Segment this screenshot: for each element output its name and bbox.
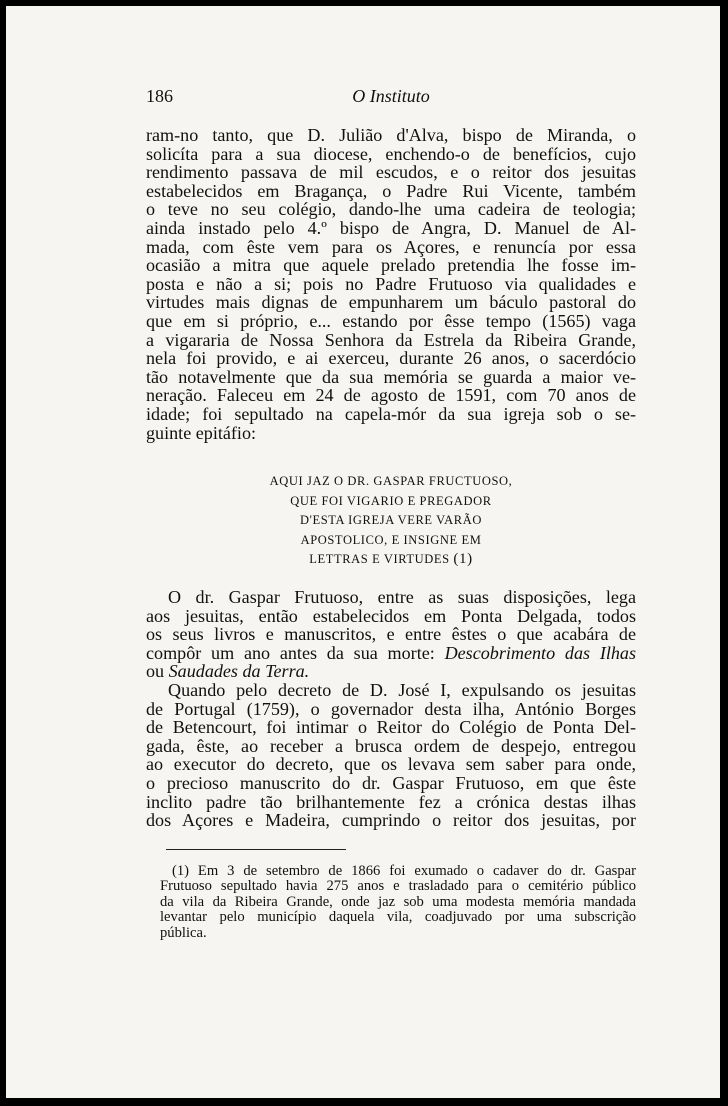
text-line: neração. Faleceu em 24 de agosto de 1591, com 70 anos de xyxy=(146,385,636,406)
footnote-line: da vila da Ribeira Grande, onde jaz sob uma modesta memória mandada xyxy=(160,893,636,910)
text-line: Quando pelo decreto de D. José I, expulsando os jesuitas xyxy=(168,679,636,700)
text-line: estabelecidos em Bragança, o Padre Rui Vicente, também xyxy=(146,180,636,201)
paragraphs-2-3 xyxy=(146,588,636,830)
epitaph-line-last xyxy=(146,550,636,570)
text-line: ainda instado pelo 4.º bispo de Angra, D. Manuel de Al- xyxy=(146,217,636,238)
paragraph-1 xyxy=(146,126,636,442)
text-line: o precioso manuscrito do dr. Gaspar Frutuoso, em que êste xyxy=(146,772,636,793)
footnote-line: Frutuoso sepultado havia 275 anos e trasladado para o cemitério público xyxy=(160,878,636,895)
text-line-with-title xyxy=(146,662,636,681)
text-line: gada, êste, ao receber a brusca ordem de despejo, entregou xyxy=(146,735,636,756)
text-line: ram-no tanto, que D. Julião d'Alva, bispo de Miranda, o xyxy=(146,125,636,145)
text-line: ao executor do decreto, que os levava sem saber para onde, xyxy=(146,754,636,775)
epitaph-line: D'ESTA IGREJA VERE VARÃO xyxy=(300,513,482,528)
text-line: dos Açores e Madeira, cumprindo o reitor dos jesuitas, por xyxy=(146,810,636,831)
book-title-part-1: Descobrimento das Ilhas xyxy=(444,642,637,663)
text-line: de Portugal (1759), o governador desta ilha, António Borges xyxy=(146,698,636,719)
text-segment: ou xyxy=(146,661,165,682)
footnote xyxy=(160,864,636,941)
footnote-divider xyxy=(166,849,346,850)
footnote-reference: (1) xyxy=(453,551,473,568)
footnote-line: (1) Em 3 de setembro de 1866 foi exumado o cadaver do dr. Gaspar xyxy=(172,863,636,879)
text-line-with-title xyxy=(146,644,636,663)
text-line: os seus livros e manuscritos, e entre êstes o que acabára de xyxy=(146,624,636,645)
text-line: mada, com êste vem para os Açores, e renuncía por essa xyxy=(146,236,636,257)
epitaph-line: LETTRAS E VIRTUDES xyxy=(309,552,450,567)
page-number: 186 xyxy=(146,86,173,106)
footnote-line: pública. xyxy=(160,924,207,941)
text-line: aos jesuitas, então estabelecidos em Ponta Delgada, todos xyxy=(146,605,636,626)
text-line: ocasião a mitra que aquele prelado pretendia lhe fosse im- xyxy=(146,255,636,276)
text-line: que em si próprio, e... estando por êsse tempo (1565) vaga xyxy=(146,310,636,331)
page-header xyxy=(146,86,636,112)
book-title-part-2: Saudades da Terra. xyxy=(168,661,310,682)
running-title: O Instituto xyxy=(352,86,430,106)
text-line: posta e não a si; pois no Padre Frutuoso via qualidades e xyxy=(146,273,636,294)
text-line: rendimento passava de mil escudos, e o reitor dos jesuitas xyxy=(146,162,636,183)
text-line: O dr. Gaspar Frutuoso, entre as suas disposições, lega xyxy=(168,587,636,607)
text-line: de Betencourt, foi intimar o Reitor do Colégio de Ponta Del- xyxy=(146,717,636,738)
text-line: nela foi provido, e ai exerceu, durante 26 anos, o sacerdócio xyxy=(146,348,636,369)
epitaph-line: AQUI JAZ O DR. GASPAR FRUCTUOSO, xyxy=(269,474,513,488)
text-line: guinte epitáfio: xyxy=(146,422,257,443)
text-line: tão notavelmente que da sua memória se guarda a maior ve- xyxy=(146,366,636,387)
text-line: virtudes mais dignas de empunharem um báculo pastoral do xyxy=(146,292,636,313)
text-line: idade; foi sepultado na capela-mór da sua igreja sob o se- xyxy=(146,403,636,424)
epitaph xyxy=(146,472,636,570)
epitaph-line: QUE FOI VIGARIO E PREGADOR xyxy=(290,493,492,508)
text-line: o teve no seu colégio, dando-lhe uma cadeira de teologia; xyxy=(146,199,636,220)
book-page xyxy=(6,6,720,1098)
text-line: solicíta para a sua diocese, enchendo-o de benefícios, cujo xyxy=(146,143,636,164)
footnote-line: levantar pelo município daquela vila, coadjuvado por uma subscrição xyxy=(160,909,636,926)
epitaph-line: APOSTOLICO, E INSIGNE EM xyxy=(300,532,482,547)
text-segment: compôr um ano antes da sua morte: xyxy=(146,642,435,663)
text-line: a vigararia de Nossa Senhora da Estrela da Ribeira Grande, xyxy=(146,329,636,350)
text-line: inclito padre tão brilhantemente fez a crónica destas ilhas xyxy=(146,791,636,812)
